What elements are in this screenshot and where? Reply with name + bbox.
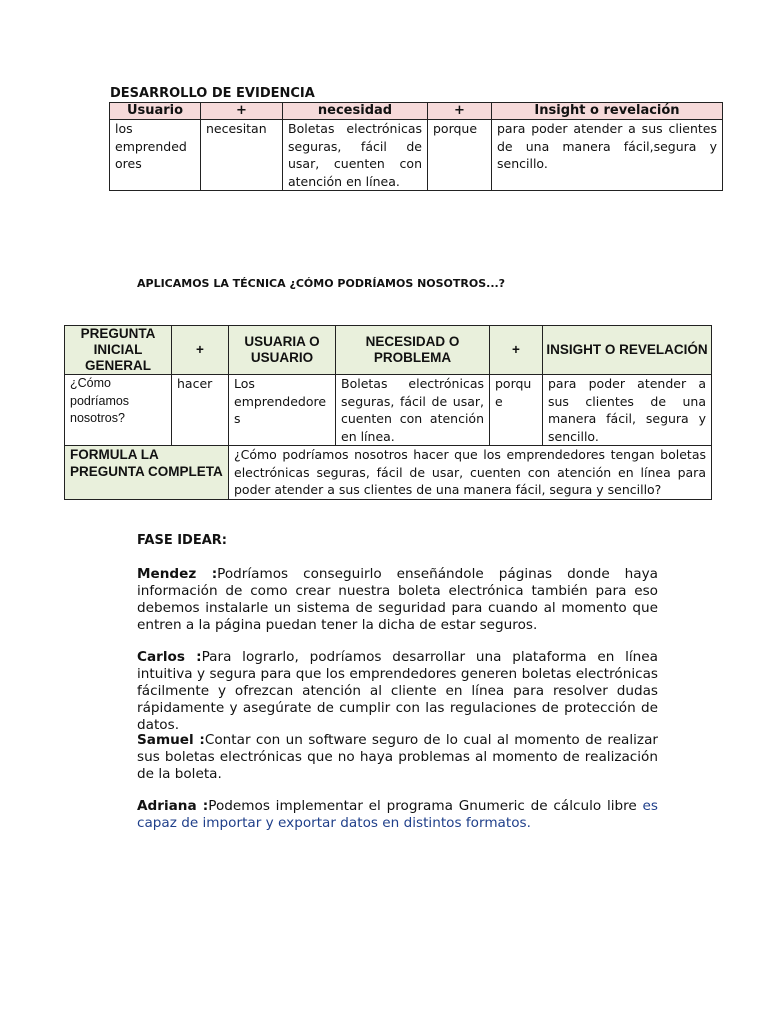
evidence-table-header-row [110, 103, 723, 120]
idea-author: Mendez : [137, 566, 218, 582]
full-question-label: FORMULA LA PREGUNTA COMPLETA [65, 446, 229, 500]
idea-adriana [137, 798, 658, 832]
cell-hacer: hacer [172, 375, 229, 446]
header-plus-1: + [201, 103, 283, 120]
evidence-table-row [110, 120, 723, 191]
idea-text: Contar con un software seguro de lo cual al momento de realizar sus boletas electrónicas que no haya problemas al momento de realización de la boleta. [137, 732, 658, 782]
idea-samuel [137, 732, 658, 783]
question-table-header-row [65, 326, 712, 375]
cell-necesidad: Boletas electrónicas seguras, fácil de usar, cuenten con atención en línea. [336, 375, 490, 446]
cell-insight: para poder atender a sus clientes de una manera fácil, segura y sencillo. [543, 375, 712, 446]
idea-text: Podemos implementar el programa Gnumeric de cálculo libre [208, 798, 637, 814]
header-pregunta: PREGUNTA INICIAL GENERAL [65, 326, 172, 375]
question-table [64, 325, 712, 500]
cell-connector: porqu e [490, 375, 543, 446]
evidence-section-title: DESARROLLO DE EVIDENCIA [110, 86, 315, 101]
idea-author: Carlos : [137, 649, 202, 665]
header-necesidad: necesidad [283, 103, 428, 120]
cell-connector-2: porque [428, 120, 492, 191]
cell-insight: para poder atender a sus clientes de una manera fácil,segura y sencillo. [492, 120, 723, 191]
idea-text: Para lograrlo, podríamos desarrollar una plataforma en línea intuitiva y segura para que los emprendedores generen boletas electrónicas fácilmente y ofrezcan atención al cliente en línea para resolver dudas rápidamente y asegúrate de cumplir con las regulaciones de protección de datos. [137, 649, 658, 733]
header-plus-2: + [428, 103, 492, 120]
header-usuario: USUARIA O USUARIO [229, 326, 336, 375]
cell-connector-1: necesitan [201, 120, 283, 191]
question-table-row [65, 375, 712, 446]
header-necesidad: NECESIDAD O PROBLEMA [336, 326, 490, 375]
full-question-row [65, 446, 712, 500]
idea-carlos [137, 649, 658, 734]
header-usuario: Usuario [110, 103, 201, 120]
full-question-text: ¿Cómo podríamos nosotros hacer que los emprendedores tengan boletas electrónicas seguras, fácil de usar, cuenten con atención en línea para poder atender a sus clientes de una manera fácil, segura y sencillo? [229, 446, 712, 500]
cell-usuario: los emprended ores [110, 120, 201, 191]
idea-author: Adriana : [137, 798, 209, 814]
header-plus-2: + [490, 326, 543, 375]
evidence-table [109, 102, 723, 191]
cell-pregunta: ¿Cómo podríamos nosotros? [65, 375, 172, 446]
cell-usuario: Los emprendedore s [229, 375, 336, 446]
technique-title: APLICAMOS LA TÉCNICA ¿CÓMO PODRÍAMOS NOSOTROS...? [137, 277, 506, 290]
header-insight: Insight o revelación [492, 103, 723, 120]
header-insight: INSIGHT O REVELACIÓN [543, 326, 712, 375]
header-plus-1: + [172, 326, 229, 375]
idea-text-highlight: es capaz de importar y exportar datos en distintos formatos. [137, 798, 658, 831]
idea-mendez [137, 566, 658, 634]
idea-author: Samuel : [137, 732, 205, 748]
cell-necesidad: Boletas electrónicas seguras, fácil de usar, cuenten con atención en línea. [283, 120, 428, 191]
ideation-title: FASE IDEAR: [137, 533, 227, 548]
idea-text: Podríamos conseguirlo enseñándole páginas donde haya información de como crear nuestra boleta electrónica también para eso debemos instalarle un sistema de seguridad para cuando al momento que entren a la página puedan tener la dicha de estar seguros. [137, 566, 658, 633]
